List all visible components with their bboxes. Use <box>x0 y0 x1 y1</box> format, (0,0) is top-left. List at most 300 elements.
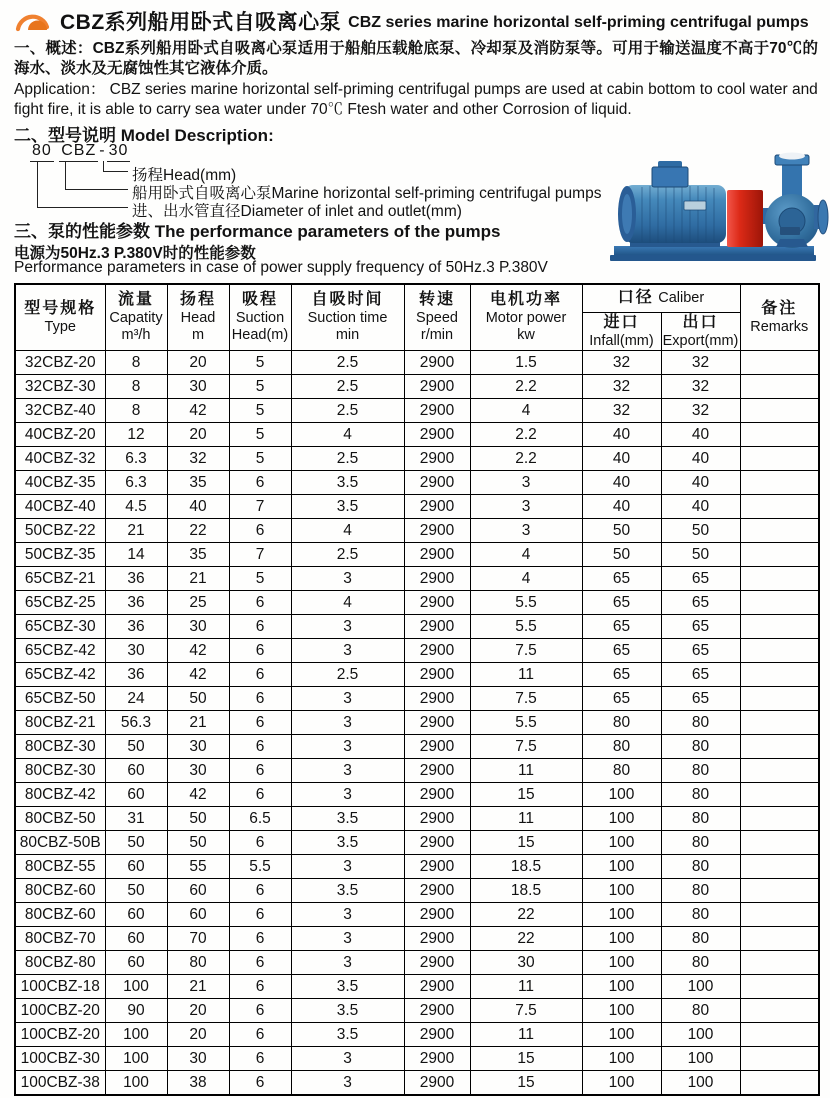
cell-value: 3 <box>291 758 404 782</box>
cell-value: 100 <box>582 998 661 1022</box>
cell-value: 36 <box>105 590 167 614</box>
cell-value: 2900 <box>404 998 470 1022</box>
performance-subtitle-en: Performance parameters in case of power supply frequency of 50Hz.3 P.380V <box>14 259 548 276</box>
cell-value: 60 <box>167 878 229 902</box>
cell-value: 30 <box>167 614 229 638</box>
cell-value: 100 <box>105 1070 167 1095</box>
cell-value: 2.5 <box>291 446 404 470</box>
cell-value: 20 <box>167 422 229 446</box>
cell-value: 40 <box>661 422 740 446</box>
cell-value: 2900 <box>404 686 470 710</box>
cell-value: 65 <box>582 614 661 638</box>
cell-type: 100CBZ-20 <box>15 1022 105 1046</box>
performance-table <box>14 283 820 1096</box>
table-row <box>15 974 819 998</box>
cell-value: 60 <box>105 950 167 974</box>
table-row <box>15 758 819 782</box>
cell-value <box>740 758 819 782</box>
cell-type: 50CBZ-22 <box>15 518 105 542</box>
cell-value: 80 <box>661 902 740 926</box>
cell-value: 60 <box>105 782 167 806</box>
table-row <box>15 686 819 710</box>
col-speed <box>404 284 470 350</box>
cell-value: 5 <box>229 374 291 398</box>
table-row <box>15 470 819 494</box>
cell-value <box>740 398 819 422</box>
cell-value: 80 <box>661 998 740 1022</box>
cell-value: 3.5 <box>291 1022 404 1046</box>
cell-value: 100 <box>582 902 661 926</box>
col-capacity-cn: 流量 <box>117 291 154 309</box>
pump-photo <box>596 143 830 271</box>
cell-value <box>740 710 819 734</box>
cell-value <box>740 734 819 758</box>
cell-value: 14 <box>105 542 167 566</box>
model-code-dash: - <box>99 142 106 159</box>
performance-subtitle-cn: 电源为50Hz.3 P.380V时的性能参数 <box>14 245 256 262</box>
cell-value: 55 <box>167 854 229 878</box>
cell-value: 15 <box>470 830 582 854</box>
cell-value: 3 <box>291 566 404 590</box>
cell-value <box>740 566 819 590</box>
table-row <box>15 662 819 686</box>
cell-value: 20 <box>167 350 229 374</box>
cell-value: 3.5 <box>291 830 404 854</box>
cell-type: 40CBZ-35 <box>15 470 105 494</box>
cell-value: 8 <box>105 398 167 422</box>
cell-value: 3 <box>291 902 404 926</box>
cell-value: 1.5 <box>470 350 582 374</box>
cell-value: 80 <box>167 950 229 974</box>
cell-value: 31 <box>105 806 167 830</box>
cell-value: 65 <box>661 662 740 686</box>
cell-value: 3 <box>470 518 582 542</box>
cell-value: 100 <box>661 1070 740 1095</box>
cell-value: 65 <box>661 686 740 710</box>
col-speed-unit: r/min <box>420 327 454 344</box>
model-description-heading: 二、型号说明 Model Description: <box>14 126 274 145</box>
col-outlet-cn: 出口 <box>682 313 719 331</box>
cell-value: 3 <box>291 950 404 974</box>
table-row <box>15 638 819 662</box>
cell-value: 6 <box>229 710 291 734</box>
cell-value: 5.5 <box>470 590 582 614</box>
col-type-en: Type <box>44 318 76 335</box>
cell-value: 80 <box>661 830 740 854</box>
cell-value: 7.5 <box>470 638 582 662</box>
cell-value: 60 <box>105 926 167 950</box>
cell-value: 35 <box>167 470 229 494</box>
cell-value: 8 <box>105 350 167 374</box>
col-speed-cn: 转速 <box>418 291 455 309</box>
cell-value: 80 <box>582 710 661 734</box>
col-suction-time-en: Suction time <box>307 310 388 327</box>
col-motor-power <box>470 284 582 350</box>
cell-type: 100CBZ-30 <box>15 1046 105 1070</box>
col-suction <box>229 284 291 350</box>
table-row <box>15 902 819 926</box>
col-head-cn: 扬程 <box>179 291 216 309</box>
cell-value <box>740 614 819 638</box>
cell-value: 65 <box>661 590 740 614</box>
cell-value: 80 <box>661 926 740 950</box>
cell-value: 2900 <box>404 518 470 542</box>
cell-value: 50 <box>661 542 740 566</box>
cell-value: 80 <box>582 758 661 782</box>
col-suction-time-cn: 自吸时间 <box>311 291 384 309</box>
cell-value: 7 <box>229 494 291 518</box>
cell-value: 80 <box>582 734 661 758</box>
cell-value: 65 <box>661 614 740 638</box>
col-capacity-unit: m³/h <box>121 327 151 344</box>
cell-value: 3.5 <box>291 470 404 494</box>
cell-value: 80 <box>661 710 740 734</box>
cell-value: 2900 <box>404 374 470 398</box>
cell-value: 5 <box>229 422 291 446</box>
table-row <box>15 518 819 542</box>
cell-value <box>740 662 819 686</box>
connector-line-diameter <box>37 161 128 208</box>
cell-value: 100 <box>582 830 661 854</box>
cell-type: 100CBZ-20 <box>15 998 105 1022</box>
label-series: 船用卧式自吸离心泵Marine horizontal self-priming centrifugal pumps <box>132 185 602 202</box>
cell-value: 100 <box>582 974 661 998</box>
cell-value <box>740 374 819 398</box>
cell-value: 6 <box>229 950 291 974</box>
cell-type: 40CBZ-40 <box>15 494 105 518</box>
cell-value: 4 <box>291 590 404 614</box>
cell-value: 6 <box>229 878 291 902</box>
cell-value: 3 <box>291 1070 404 1095</box>
cell-value: 25 <box>167 590 229 614</box>
cell-value <box>740 926 819 950</box>
cell-value: 6 <box>229 998 291 1022</box>
cell-value <box>740 422 819 446</box>
cell-value: 4.5 <box>105 494 167 518</box>
col-remarks <box>740 284 819 350</box>
cell-value: 42 <box>167 398 229 422</box>
cell-value <box>740 518 819 542</box>
cell-value: 2900 <box>404 542 470 566</box>
cell-value: 5.5 <box>470 710 582 734</box>
cell-value: 2900 <box>404 614 470 638</box>
cell-type: 65CBZ-42 <box>15 638 105 662</box>
performance-heading: 三、泵的性能参数 The performance parameters of the pumps <box>14 222 501 241</box>
cell-value: 6 <box>229 686 291 710</box>
table-row <box>15 350 819 374</box>
cell-type: 80CBZ-50 <box>15 806 105 830</box>
cell-type: 32CBZ-20 <box>15 350 105 374</box>
cell-value <box>740 974 819 998</box>
cell-value: 6 <box>229 734 291 758</box>
cell-value: 4 <box>470 398 582 422</box>
cell-value: 6 <box>229 590 291 614</box>
cell-value: 32 <box>661 350 740 374</box>
overview-paragraph-en: Application： CBZ series marine horizontal self-priming centrifugal pumps are used at cabin bottom to cool water and fight fire, it is able to carry sea water under 70℃ Ftesh water and other Corrosion of liquid. <box>14 81 818 118</box>
cell-type: 80CBZ-30 <box>15 758 105 782</box>
cell-value: 80 <box>661 758 740 782</box>
table-row <box>15 614 819 638</box>
cell-value: 65 <box>582 662 661 686</box>
cell-value: 30 <box>167 734 229 758</box>
col-caliber-en: Caliber <box>658 290 705 307</box>
cell-value: 40 <box>661 470 740 494</box>
cell-value: 50 <box>167 830 229 854</box>
cell-value: 12 <box>105 422 167 446</box>
cell-type: 80CBZ-42 <box>15 782 105 806</box>
cell-value: 15 <box>470 782 582 806</box>
cell-value: 2.2 <box>470 422 582 446</box>
cell-value: 36 <box>105 662 167 686</box>
cell-value: 60 <box>105 854 167 878</box>
cell-value <box>740 782 819 806</box>
cell-value: 5.5 <box>229 854 291 878</box>
cell-value: 3.5 <box>291 878 404 902</box>
col-speed-en: Speed <box>416 310 458 327</box>
cell-value: 6.3 <box>105 470 167 494</box>
cell-value: 2900 <box>404 878 470 902</box>
cell-value: 3 <box>291 926 404 950</box>
cell-value <box>740 470 819 494</box>
cell-value: 65 <box>661 566 740 590</box>
cell-value: 38 <box>167 1070 229 1095</box>
cell-value: 22 <box>470 926 582 950</box>
cell-value <box>740 350 819 374</box>
cell-type: 65CBZ-21 <box>15 566 105 590</box>
cell-value: 2900 <box>404 854 470 878</box>
cell-value: 100 <box>105 1046 167 1070</box>
cell-value: 20 <box>167 1022 229 1046</box>
cell-value: 11 <box>470 758 582 782</box>
cell-value: 2900 <box>404 830 470 854</box>
cell-value: 11 <box>470 662 582 686</box>
cell-value: 11 <box>470 806 582 830</box>
cell-value: 2900 <box>404 398 470 422</box>
cell-value: 2900 <box>404 806 470 830</box>
cell-value: 3.5 <box>291 974 404 998</box>
table-row <box>15 374 819 398</box>
cell-value: 3.5 <box>291 494 404 518</box>
cell-value: 30 <box>167 1046 229 1070</box>
col-capacity <box>105 284 167 350</box>
cell-value: 2900 <box>404 446 470 470</box>
cell-value: 6 <box>229 782 291 806</box>
cell-value: 100 <box>582 854 661 878</box>
table-row <box>15 1070 819 1095</box>
cell-type: 100CBZ-18 <box>15 974 105 998</box>
table-row <box>15 950 819 974</box>
table-row <box>15 830 819 854</box>
col-motor-power-en: Motor power <box>485 310 567 327</box>
col-inlet-cn: 进口 <box>603 313 640 331</box>
col-remarks-en: Remarks <box>750 318 809 335</box>
cell-value: 32 <box>582 350 661 374</box>
cell-value: 6 <box>229 926 291 950</box>
cell-value: 2.5 <box>291 350 404 374</box>
cell-value <box>740 998 819 1022</box>
col-suction-en: Suction <box>235 310 285 327</box>
cell-value: 3 <box>291 710 404 734</box>
cell-value: 8 <box>105 374 167 398</box>
col-type-cn: 型号规格 <box>24 299 97 317</box>
cell-value: 5 <box>229 398 291 422</box>
cell-value <box>740 1022 819 1046</box>
cell-type: 32CBZ-40 <box>15 398 105 422</box>
cell-value: 40 <box>582 470 661 494</box>
cell-value: 80 <box>661 878 740 902</box>
cell-value: 24 <box>105 686 167 710</box>
cell-value: 50 <box>582 542 661 566</box>
cell-value <box>740 590 819 614</box>
cell-type: 80CBZ-21 <box>15 710 105 734</box>
col-suction-unit: Head(m) <box>231 327 289 344</box>
cell-value: 2.5 <box>291 398 404 422</box>
cell-value: 6 <box>229 1070 291 1095</box>
cell-value: 3 <box>470 494 582 518</box>
col-outlet <box>661 312 740 350</box>
cell-value: 32 <box>661 374 740 398</box>
cell-value <box>740 638 819 662</box>
cell-value: 2900 <box>404 350 470 374</box>
cell-value: 21 <box>105 518 167 542</box>
model-code-diagram <box>14 142 602 220</box>
cell-value <box>740 1070 819 1095</box>
cell-value: 50 <box>105 830 167 854</box>
cell-value: 3 <box>291 734 404 758</box>
table-row <box>15 398 819 422</box>
brand-sunrise-icon <box>14 7 54 35</box>
table-row <box>15 590 819 614</box>
table-row <box>15 494 819 518</box>
col-remarks-cn: 备注 <box>761 299 798 317</box>
cell-value: 20 <box>167 998 229 1022</box>
cell-value: 3.5 <box>291 998 404 1022</box>
cell-value: 6 <box>229 614 291 638</box>
cell-value: 4 <box>291 518 404 542</box>
table-row <box>15 422 819 446</box>
cell-value <box>740 494 819 518</box>
cell-value: 42 <box>167 782 229 806</box>
col-head-en: Head <box>180 310 216 327</box>
cell-value: 15 <box>470 1070 582 1095</box>
cell-value: 2900 <box>404 662 470 686</box>
cell-value: 90 <box>105 998 167 1022</box>
cell-value: 6.3 <box>105 446 167 470</box>
cell-value: 22 <box>167 518 229 542</box>
cell-value: 100 <box>582 806 661 830</box>
cell-value: 21 <box>167 974 229 998</box>
cell-value: 50 <box>582 518 661 542</box>
cell-type: 80CBZ-55 <box>15 854 105 878</box>
cell-value: 30 <box>105 638 167 662</box>
cell-value: 50 <box>167 686 229 710</box>
cell-value: 40 <box>582 446 661 470</box>
cell-value: 65 <box>661 638 740 662</box>
model-code-head: 30 <box>107 142 131 162</box>
cell-type: 65CBZ-30 <box>15 614 105 638</box>
cell-value: 70 <box>167 926 229 950</box>
cell-value: 2.2 <box>470 446 582 470</box>
cell-value: 2.5 <box>291 542 404 566</box>
cell-value: 15 <box>470 1046 582 1070</box>
cell-value: 40 <box>661 494 740 518</box>
col-motor-power-unit: kw <box>517 327 535 344</box>
cell-value <box>740 446 819 470</box>
cell-type: 80CBZ-50B <box>15 830 105 854</box>
cell-value: 36 <box>105 566 167 590</box>
cell-value: 100 <box>582 782 661 806</box>
table-row <box>15 734 819 758</box>
cell-type: 80CBZ-30 <box>15 734 105 758</box>
cell-value: 21 <box>167 566 229 590</box>
cell-value: 50 <box>105 878 167 902</box>
cell-value: 100 <box>582 926 661 950</box>
table-row <box>15 806 819 830</box>
col-head <box>167 284 229 350</box>
cell-value: 30 <box>167 374 229 398</box>
model-code-size: 80 <box>30 142 54 162</box>
cell-type: 80CBZ-60 <box>15 902 105 926</box>
cell-value: 32 <box>167 446 229 470</box>
table-row <box>15 1046 819 1070</box>
table-row <box>15 926 819 950</box>
cell-value: 6 <box>229 902 291 926</box>
cell-value: 3 <box>291 638 404 662</box>
cell-value: 65 <box>582 686 661 710</box>
cell-value: 6 <box>229 638 291 662</box>
cell-value: 18.5 <box>470 878 582 902</box>
cell-type: 80CBZ-60 <box>15 878 105 902</box>
cell-value: 7.5 <box>470 686 582 710</box>
cell-value <box>740 854 819 878</box>
cell-value: 2900 <box>404 494 470 518</box>
cell-value <box>740 902 819 926</box>
cell-value: 100 <box>105 974 167 998</box>
cell-value: 5 <box>229 566 291 590</box>
cell-value: 11 <box>470 974 582 998</box>
cell-value: 60 <box>167 902 229 926</box>
table-row <box>15 446 819 470</box>
cell-value: 6 <box>229 974 291 998</box>
cell-value: 60 <box>105 902 167 926</box>
cell-type: 40CBZ-20 <box>15 422 105 446</box>
cell-value: 6 <box>229 1022 291 1046</box>
cell-value: 7.5 <box>470 734 582 758</box>
table-row <box>15 710 819 734</box>
cell-value: 100 <box>582 1046 661 1070</box>
label-diameter: 进、出水管直径Diameter of inlet and outlet(mm) <box>132 203 462 220</box>
cell-value: 3 <box>291 782 404 806</box>
cell-type: 80CBZ-80 <box>15 950 105 974</box>
cell-value: 35 <box>167 542 229 566</box>
cell-value: 42 <box>167 662 229 686</box>
cell-value: 2.5 <box>291 374 404 398</box>
cell-value: 6.5 <box>229 806 291 830</box>
cell-value: 2900 <box>404 1046 470 1070</box>
cell-value: 3 <box>470 470 582 494</box>
cell-value: 65 <box>582 638 661 662</box>
table-row <box>15 998 819 1022</box>
cell-value: 80 <box>661 734 740 758</box>
cell-value: 6 <box>229 758 291 782</box>
cell-value: 22 <box>470 902 582 926</box>
cell-value: 7.5 <box>470 998 582 1022</box>
cell-value: 5.5 <box>470 614 582 638</box>
cell-value: 2900 <box>404 590 470 614</box>
cell-value: 5 <box>229 350 291 374</box>
cell-value: 50 <box>167 806 229 830</box>
cell-value: 100 <box>582 1070 661 1095</box>
